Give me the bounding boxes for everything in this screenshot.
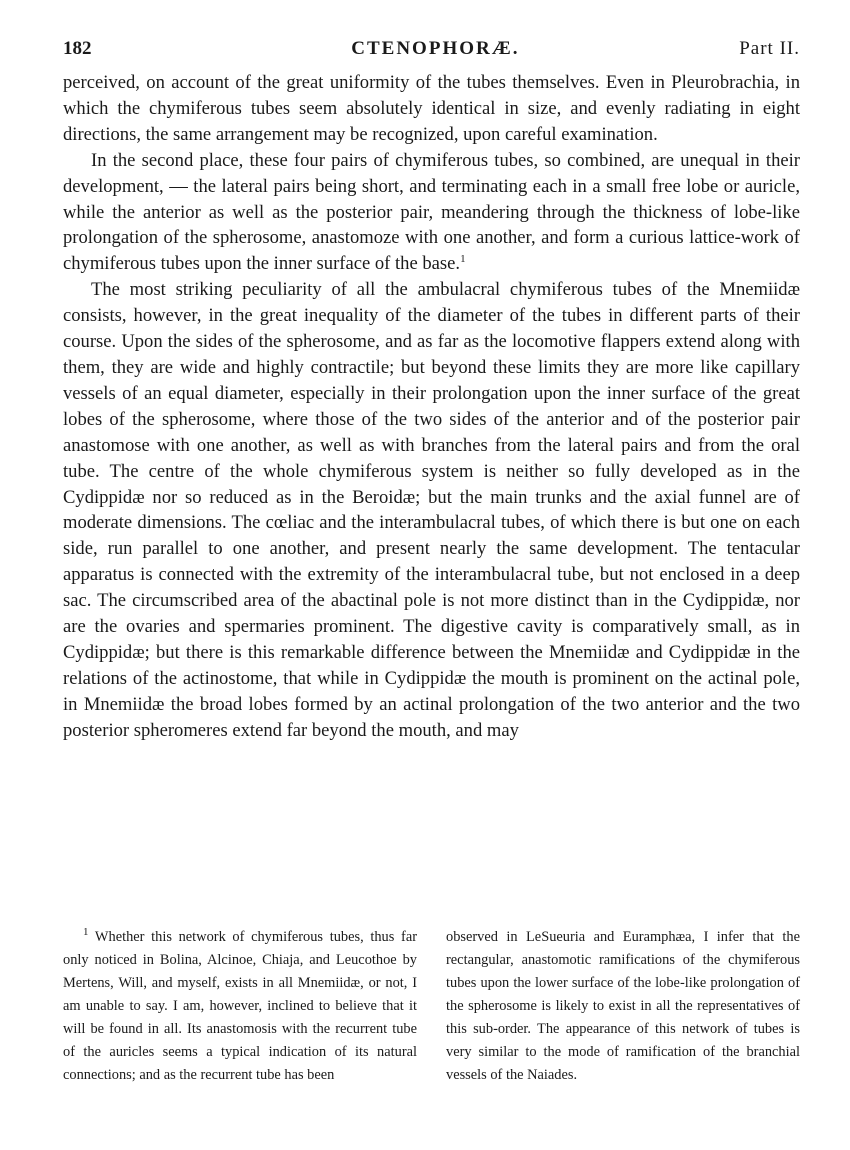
page-number: 182 — [63, 38, 92, 59]
footnotes — [63, 926, 800, 1087]
paragraph-3: The most striking peculiarity of all the ambulacral chymiferous tubes of the Mnemiidæ consists, however, in the great inequality of the diameter of the tubes in different parts of their course. Upon the sides of the spherosome, and as far as the locomotive flappers extend along with them, they are wide and highly contractile; but beyond these limits they are more like capillary vessels of an equal diameter, especially in their prolongation upon the inner surface of the great lobes of the spherosome, where those of the two sides of the anterior and of the posterior pair anastomose with one another, as well as with branches from the lateral pairs and from the oral tube. The centre of the whole chymiferous system is neither so fully developed as in the Cydippidæ nor so reduced as in the Beroidæ; but the main trunks and the axial funnel are of moderate dimensions. The cœliac and the interambulacral tubes, of which there is but one on each side, run parallel to one another, and present nearly the same development. The tentacular apparatus is connected with the extremity of the interambulacral tube, but not enclosed in a deep sac. The circumscribed area of the abactinal pole is not more distinct than in the Cydippidæ, nor are the ovaries and spermaries prominent. The digestive cavity is comparatively small, as in Cydippidæ; but there is this remarkable difference between the Mnemiidæ and Cydippidæ in the relations of the actinostome, that while in Cydippidæ the mouth is prominent on the actinal pole, in Mnemiidæ the broad lobes formed by an actinal prolongation of the two anterior and the two posterior spheromeres extend far beyond the mouth, and may — [63, 279, 800, 741]
footnote-mark: 1 — [83, 926, 89, 939]
footnote-column-right — [446, 926, 800, 1087]
body-text — [63, 70, 800, 744]
running-title: CTENOPHORÆ. — [351, 38, 520, 59]
footnote-text-right: observed in LeSueuria and Euramphæa, I infer that the rectangular, anastomotic ramifications of the chymiferous tubes upon the lower surface of the lobe-like prolongation of the spherosome is likely to exist in all the representatives of this sub-order. The appearance of this network of tubes is very similar to the mode of ramification of the branchial vessels of the Naiades. — [446, 929, 800, 1083]
footnote-column-left — [63, 926, 417, 1087]
page-header — [63, 38, 800, 70]
paragraph-2: In the second place, these four pairs of chymiferous tubes, so combined, are unequal in their development, — the lateral pairs being short, and terminating each in a small free lobe or auricle, while the anterior as well as the posterior pair, meandering through the thickness of lobe-like prolongation of the spherosome, anastomoze with one another, and form a curious lattice-work of chymiferous tubes upon the inner surface of the base.$^1$ — [63, 149, 800, 275]
part-label: Part II. — [739, 38, 800, 59]
page — [63, 38, 800, 744]
footnote-text-left: Whether this network of chymiferous tubes, thus far only noticed in Bolina, Alcinoe, Chiaja, and Leucothoe by Mertens, Will, and myself, exists in all Mnemiidæ, or not, I am unable to say. I am, however, inclined to believe that it will be found in all. Its anastomosis with the recurrent tube of the auricles seems a typical indication of its natural connections; and as the recurrent tube has been — [63, 929, 417, 1083]
footnote-ref[interactable]: 1 — [460, 253, 466, 266]
paragraph-1: perceived, on account of the great uniformity of the tubes themselves. Even in Pleurobrachia, in which the chymiferous tubes seem absolutely identical in size, and evenly radiating in eight directions, the same arrangement may be recognized, upon careful examination. — [63, 72, 800, 145]
